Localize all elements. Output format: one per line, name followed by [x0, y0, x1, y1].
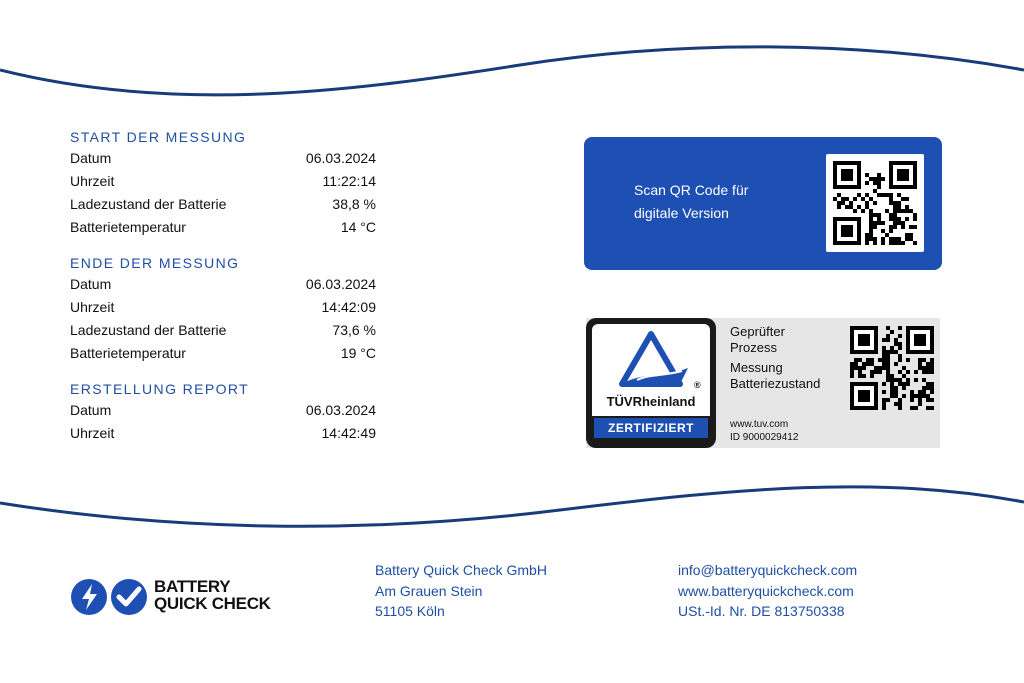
row-value: 14:42:49: [321, 425, 376, 441]
tuv-certificate: [586, 318, 940, 448]
email-link[interactable]: info@batteryquickcheck.com: [678, 562, 858, 578]
company-address: [375, 560, 547, 622]
tuv-process-info: [730, 324, 850, 392]
row-value: 14:42:09: [321, 299, 376, 315]
row-label: Batterietemperatur: [70, 219, 186, 235]
table-row: [70, 342, 376, 365]
row-value: 73,6 %: [332, 322, 376, 338]
vat-number: USt.-Id. Nr. DE 813750338: [678, 603, 845, 619]
logo-line-2: QUICK CHECK: [154, 594, 271, 613]
logo-wordmark: [154, 578, 271, 612]
row-label: Ladezustand der Batterie: [70, 322, 227, 338]
row-value: 06.03.2024: [305, 150, 376, 166]
tuv-website-link[interactable]: www.tuv.com: [730, 419, 789, 430]
row-value: 19 °C: [340, 345, 376, 361]
info-line: Messung: [730, 360, 783, 375]
table-row: [70, 399, 376, 422]
registered-mark: ®: [694, 380, 701, 390]
city: 51105 Köln: [375, 603, 445, 619]
row-value: 06.03.2024: [305, 402, 376, 418]
certified-label: ZERTIFIZIERT: [594, 418, 708, 438]
digital-version-panel: [584, 137, 942, 270]
section-end: [70, 253, 376, 365]
section-title: START DER MESSUNG: [70, 129, 247, 145]
table-row: [70, 216, 376, 239]
qr-code-icon[interactable]: [826, 154, 924, 252]
scan-line-2: digitale Version: [634, 205, 729, 221]
table-row: [70, 170, 376, 193]
website-link[interactable]: www.batteryquickcheck.com: [678, 582, 854, 599]
table-row: [70, 273, 376, 296]
row-label: Datum: [70, 276, 112, 292]
section-report: [70, 379, 376, 445]
info-line: Geprüfter: [730, 324, 785, 339]
row-value: 11:22:14: [322, 173, 376, 189]
tuv-badge: [586, 318, 716, 448]
row-label: Uhrzeit: [70, 299, 115, 315]
table-row: [70, 147, 376, 170]
battery-quick-check-logo: [70, 575, 290, 619]
street: Am Grauen Stein: [375, 582, 483, 599]
table-row: [70, 296, 376, 319]
top-wave-divider: [0, 30, 1024, 110]
section-start: [70, 127, 376, 239]
company-contact: [678, 560, 857, 622]
scan-line-1: Scan QR Code für: [634, 182, 749, 198]
tuv-triangle-icon: [592, 324, 710, 394]
section-title: ENDE DER MESSUNG: [70, 255, 240, 271]
tuv-reference: [730, 418, 798, 444]
table-row: [70, 319, 376, 342]
row-value: 38,8 %: [332, 196, 376, 212]
row-value: 14 °C: [340, 219, 376, 235]
row-label: Ladezustand der Batterie: [70, 196, 227, 212]
bottom-wave-divider: [0, 470, 1024, 540]
table-row: [70, 193, 376, 216]
row-value: 06.03.2024: [305, 276, 376, 292]
logo-line-1: BATTERY: [154, 577, 231, 596]
row-label: Datum: [70, 402, 112, 418]
tuv-id: ID 9000029412: [730, 432, 799, 443]
tuv-brand-name: TÜVRheinland: [606, 394, 696, 409]
row-label: Batterietemperatur: [70, 345, 186, 361]
section-title: ERSTELLUNG REPORT: [70, 381, 250, 397]
scan-instruction: [634, 179, 804, 225]
measurement-details: [70, 127, 376, 459]
row-label: Uhrzeit: [70, 425, 115, 441]
tuv-qr-code-icon[interactable]: [850, 326, 934, 415]
row-label: Datum: [70, 150, 112, 166]
row-label: Uhrzeit: [70, 173, 115, 189]
table-row: [70, 422, 376, 445]
tuv-badge-face: [592, 324, 710, 416]
info-line: Batteriezustand: [730, 376, 821, 391]
lightning-check-icon: [70, 575, 150, 619]
company-name: Battery Quick Check GmbH: [375, 562, 547, 578]
info-line: Prozess: [730, 340, 777, 355]
